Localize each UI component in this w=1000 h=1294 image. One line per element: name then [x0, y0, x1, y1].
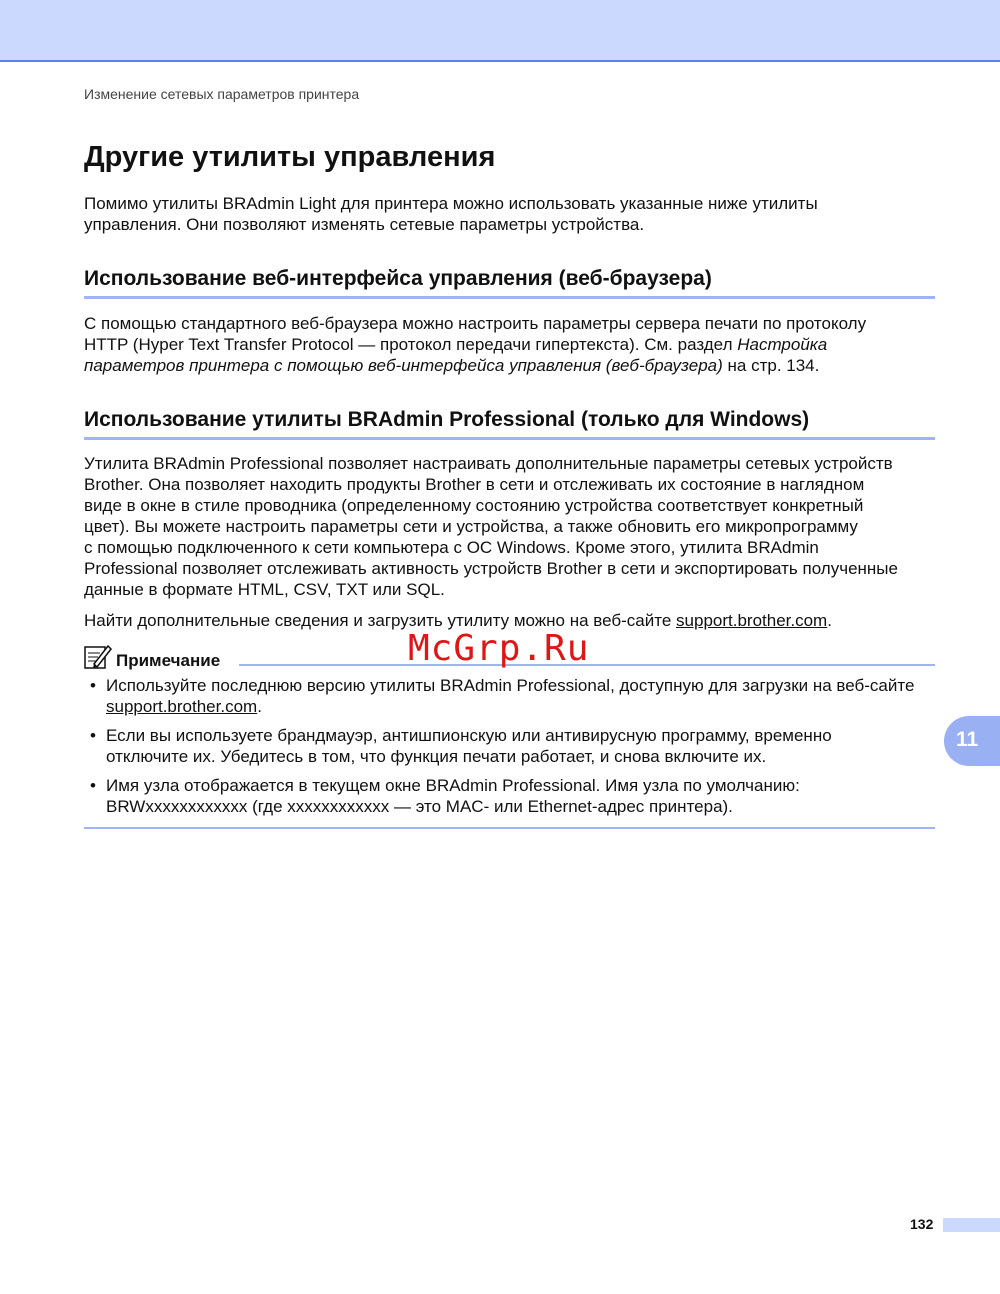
running-header: Изменение сетевых параметров принтера [84, 86, 360, 102]
page-number-bar [943, 1218, 1000, 1232]
note-item-end: . [257, 697, 262, 716]
bullet-dot: • [90, 676, 96, 695]
section-web-paragraph [84, 313, 944, 376]
intro-line-1: Помимо утилиты BRAdmin Light для принтера можно использовать указанные ниже утилиты [84, 194, 818, 213]
page-number: 132 [910, 1216, 934, 1232]
note-bottom-divider [84, 827, 935, 829]
section-heading-web: Использование веб-интерфейса управления (веб-браузера) [84, 267, 935, 299]
section-bradmin-paragraph [84, 453, 944, 600]
section-heading-bradmin: Использование утилиты BRAdmin Professional (только для Windows) [84, 408, 935, 440]
chapter-number: 11 [956, 728, 979, 751]
note-item [90, 775, 956, 817]
note-item-line: Имя узла отображается в текущем окне BRAdmin Professional. Имя узла по умолчанию: [106, 776, 800, 795]
more-info-end: . [827, 611, 832, 630]
note-item [90, 725, 956, 767]
intro-line-2: управления. Они позволяют изменять сетевые параметры устройства. [84, 215, 645, 234]
cross-reference: Настройка [737, 335, 828, 354]
page-reference: на стр. 134. [722, 356, 820, 375]
more-info-text: Найти дополнительные сведения и загрузить утилиту можно на веб-сайте [84, 611, 677, 630]
support-link[interactable]: support.brother.com [676, 611, 828, 630]
top-header-band [0, 0, 1000, 62]
note-item-line: Если вы используете брандмауэр, антишпионскую или антивирусную программу, временно [106, 726, 832, 745]
note-item-line: отключите их. Убедитесь в том, что функция печати работает, и снова включите их. [106, 747, 767, 766]
web-line-2: HTTP (Hyper Text Transfer Protocol — протокол передачи гипертекста). См. раздел [84, 335, 738, 354]
note-item-line: Используйте последнюю версию утилиты BRAdmin Professional, доступную для загрузки на веб-сайте [106, 676, 915, 695]
support-link[interactable]: support.brother.com [106, 697, 258, 716]
cross-reference-continued: параметров принтера с помощью веб-интерфейса управления (веб-браузера) [84, 356, 723, 375]
web-line-1: С помощью стандартного веб-браузера можно настроить параметры сервера печати по протоколу [84, 314, 867, 333]
page-title: Другие утилиты управления [84, 141, 496, 173]
note-label: Примечание [116, 651, 221, 670]
intro-paragraph [84, 193, 944, 235]
bradmin-line: с помощью подключенного к сети компьютера с ОС Windows. Кроме этого, утилита BRAdmin [84, 538, 819, 557]
watermark: McGrp.Ru [408, 628, 590, 669]
bradmin-line: цвет). Вы можете настроить параметры сети и устройства, а также обновить его микропрограмму [84, 517, 858, 536]
note-item-line: BRWxxxxxxxxxxxx (где xxxxxxxxxxxx — это MAC- или Ethernet-адрес принтера). [106, 797, 733, 816]
note-item [90, 675, 956, 717]
bradmin-line: Brother. Она позволяет находить продукты Brother в сети и отслеживать их состояние в наглядном [84, 475, 865, 494]
note-pencil-icon [84, 644, 112, 670]
bullet-dot: • [90, 726, 96, 745]
bullet-dot: • [90, 776, 96, 795]
bradmin-line: виде в окне в стиле проводника (определенному состоянию устройства соответствует конкретный [84, 496, 864, 515]
bradmin-line: данные в формате HTML, CSV, TXT или SQL. [84, 580, 445, 599]
bradmin-line: Утилита BRAdmin Professional позволяет настраивать дополнительные параметры сетевых устройств [84, 454, 893, 473]
bradmin-line: Professional позволяет отслеживать активность устройств Brother в сети и экспортировать полученные [84, 559, 898, 578]
